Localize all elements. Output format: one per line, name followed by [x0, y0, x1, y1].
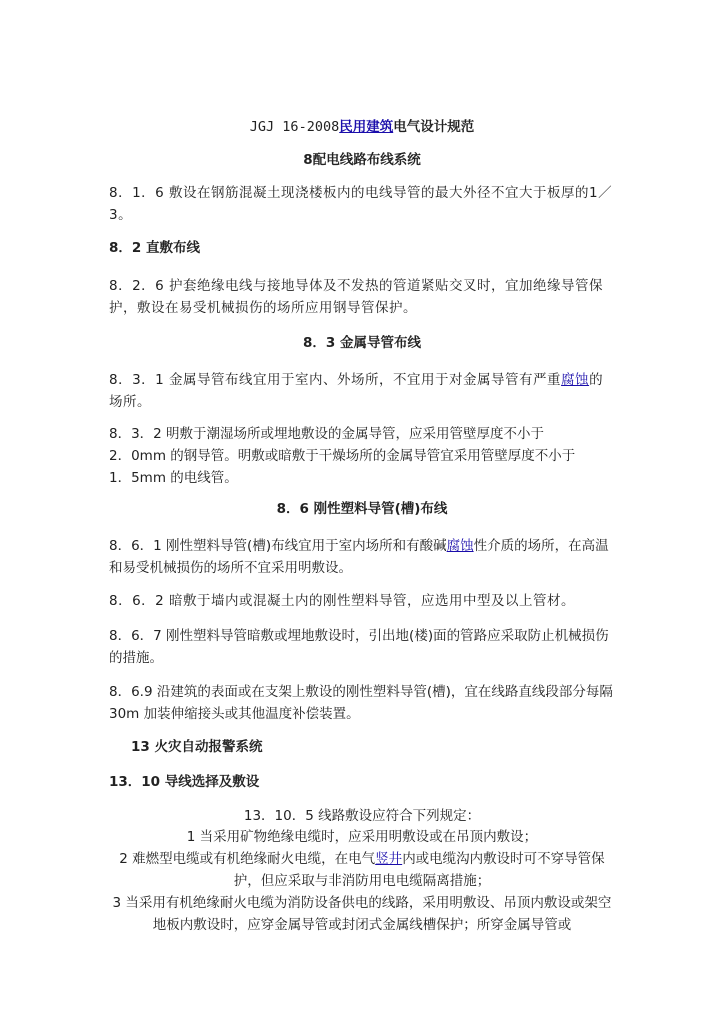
list-item-1: 1 当采用矿物绝缘电缆时，应采用明敷设或在吊顶内敷设； — [186, 829, 538, 845]
clause-8-6-7: 8．6．7 刚性塑料导管暗敷或埋地敷设时，引出地(楼)面的管路应采取防止机械损伤的措施。 — [109, 628, 609, 666]
shaft-link[interactable]: 竖井 — [375, 851, 403, 867]
clause-13-10-5: 13．10．5 线路敷设应符合下列规定： — [243, 808, 481, 824]
heading-13-10: 13．10 导线选择及敷设 — [109, 774, 260, 790]
heading-8-2: 8．2 直敷布线 — [109, 240, 200, 256]
clause-8-6-9: 8．6.9 沿建筑的表面或在支架上敷设的刚性塑料导管(槽)，宜在线路直线段部分每隔 30m 加装伸缩接头或其他温度补偿装置。 — [109, 684, 613, 722]
heading-8-6: 8．6 刚性塑料导管(槽)布线 — [276, 501, 448, 517]
title-link[interactable]: 民用建筑 — [339, 119, 394, 135]
clause-8-3-1: 8．3．1 金属导管布线宜用于室内、外场所，不宜用于对金属导管有严重腐蚀的场所。 — [109, 372, 604, 410]
corrosion-link[interactable]: 腐蚀 — [561, 372, 590, 388]
clause-8-6-1: 8．6．1 刚性塑料导管(槽)布线宜用于室内场所和有酸碱腐蚀性介质的场所，在高温和易受机械损伤的场所不宜采用明敷设。 — [109, 538, 609, 576]
clause-8-2-6: 8．2．6 护套绝缘电线与接地导体及不发热的管道紧贴交叉时，宜加绝缘导管保护，敷设在易受机械损伤的场所应用钢导管保护。 — [109, 278, 604, 316]
list-item-2: 2 难燃型电缆或有机绝缘耐火电缆，在电气竖井内或电缆沟内敷设时可不穿导管保护，但应采取与非消防用电电缆隔离措施； — [119, 851, 605, 889]
clause-8-3-2: 8．3．2 明敷于潮湿场所或埋地敷设的金属导管，应采用管壁厚度不小于 2．0mm 的钢导管。明敷或暗敷于干燥场所的金属导管宜采用管壁厚度不小于 1．5mm 的电线管。 — [109, 426, 576, 486]
corrosion-link-2[interactable]: 腐蚀 — [446, 538, 474, 554]
list-item-3: 3 当采用有机绝缘耐火电缆为消防设备供电的线路，采用明敷设、吊顶内敷设或架空地板内敷设时，应穿金属导管或封闭式金属线槽保护；所穿金属导管或 — [112, 895, 612, 933]
heading-8: 8配电线路布线系统 — [303, 152, 421, 168]
clause-8-1-6: 8．1．6 敷设在钢筋混凝土现浇楼板内的电线导管的最大外径不宜大于板厚的1／3。 — [109, 185, 613, 223]
heading-13: 13 火灾自动报警系统 — [131, 739, 263, 755]
document-title: JGJ 16-2008民用建筑电气设计规范 — [249, 119, 475, 135]
clause-8-6-2: 8．6．2 暗敷于墙内或混凝土内的刚性塑料导管，应选用中型及以上管材。 — [109, 593, 576, 609]
heading-8-3: 8．3 金属导管布线 — [303, 335, 421, 351]
